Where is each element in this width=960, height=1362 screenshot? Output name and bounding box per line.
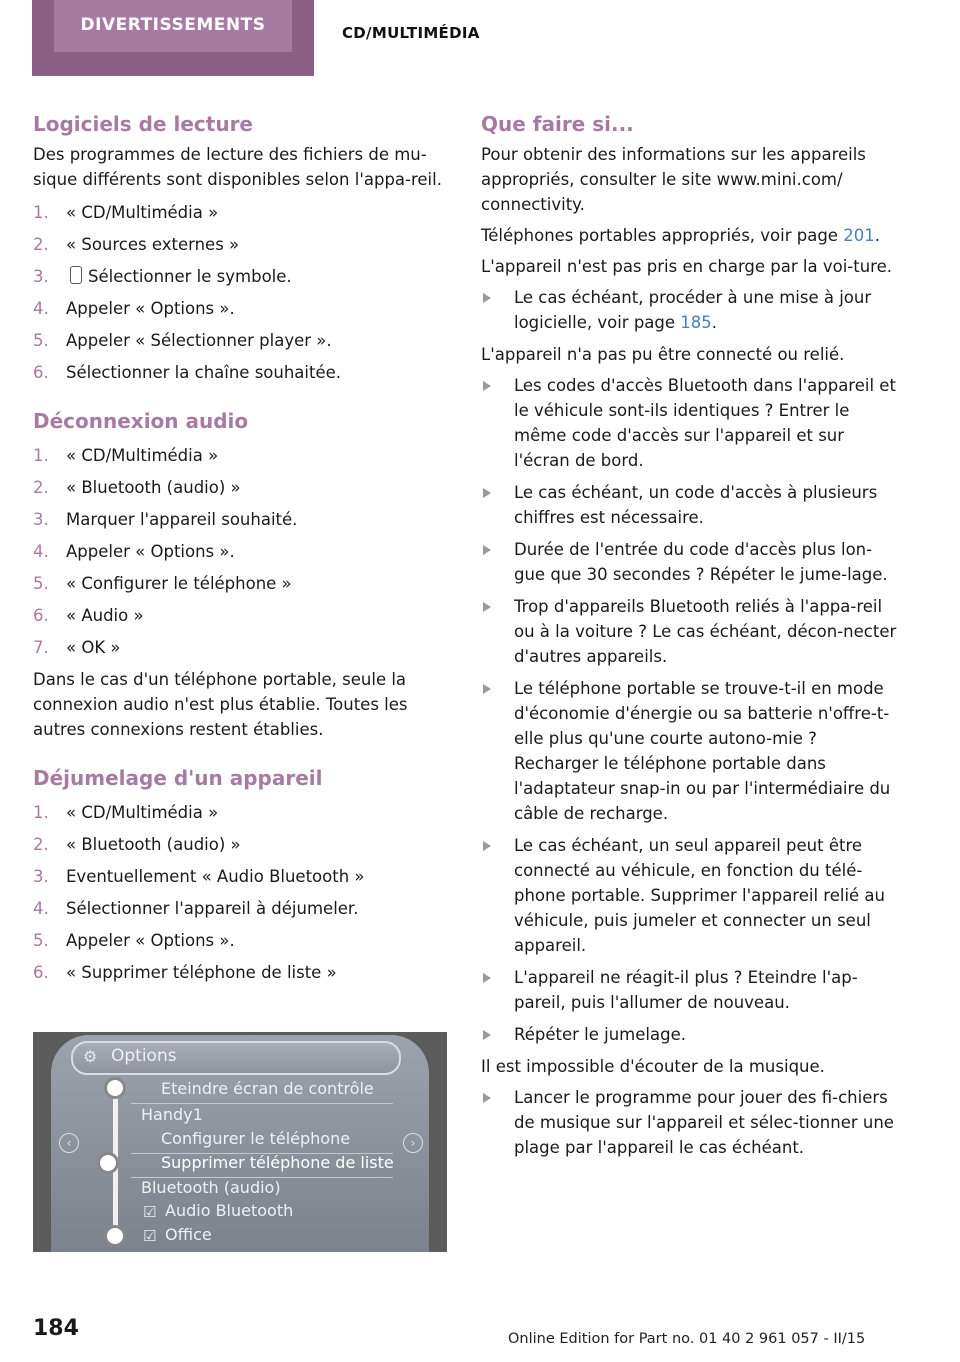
check-icon: ☑ xyxy=(143,1227,157,1245)
list-item: 6. « Supprimer téléphone de liste » xyxy=(33,963,337,982)
heading-deconnexion: Déconnexion audio xyxy=(33,409,249,433)
intro-logiciels: Des programmes de lecture des fichiers de mu-sique différents sont disponibles selon l'appa-reil. xyxy=(33,145,442,189)
triangle-bullet-icon xyxy=(483,973,491,983)
triangle-bullet-icon xyxy=(483,488,491,498)
menu-item-audio-bluetooth: Audio Bluetooth xyxy=(165,1201,294,1220)
options-header: ⚙ Options xyxy=(71,1041,401,1075)
list-item: 7. « OK » xyxy=(33,638,121,657)
steps-logiciels xyxy=(33,200,445,385)
right-column xyxy=(481,110,901,1167)
list-item: 3. Eventuellement « Audio Bluetooth » xyxy=(33,867,365,886)
display-screen xyxy=(51,1035,429,1252)
heading-dejumelage: Déjumelage d'un appareil xyxy=(33,766,323,790)
list-item: 4. Appeler « Options ». xyxy=(33,542,235,561)
triangle-bullet-icon xyxy=(483,293,491,303)
triangle-bullet-icon xyxy=(483,1030,491,1040)
triangle-bullet-icon xyxy=(483,381,491,391)
steps-deconnexion xyxy=(33,443,445,660)
para-phones: Téléphones portables appropriés, voir page 201. xyxy=(481,226,880,245)
para-info: Pour obtenir des informations sur les appareils appropriés, consulter le site www.mini.com/ connectivity. xyxy=(481,145,866,214)
triangle-bullet-icon xyxy=(483,545,491,555)
list-item: 6. « Audio » xyxy=(33,606,144,625)
edition-footer: Online Edition for Part no. 01 40 2 961 057 - II/15 xyxy=(508,1331,866,1347)
list-item: Lancer le programme pour jouer des fi-chiers de musique sur l'appareil et sélec-tionner une plage par l'appareil le cas échéant. xyxy=(481,1085,901,1160)
bullets-connection xyxy=(481,373,901,1047)
chapter-tab-label: DIVERTISSEMENTS xyxy=(54,0,292,52)
phone-icon xyxy=(70,266,82,284)
list-item: Les codes d'accès Bluetooth dans l'appareil et le véhicule sont-ils identiques ? Entrer le même code d'accès sur l'appareil et sur l'écran de bord. xyxy=(481,373,901,473)
list-item: Le téléphone portable se trouve-t-il en mode d'économie d'énergie ou sa batterie n'offre-t-elle plus qu'une courte autono-mie ? Recharger le téléphone portable dans l'adaptateur snap-in ou par l'intermédiaire du câble de recharge. xyxy=(481,676,901,826)
list-item: 6. Sélectionner la chaîne souhaitée. xyxy=(33,363,342,382)
chapter-tab xyxy=(32,0,314,76)
list-item: 1. « CD/Multimédia » xyxy=(33,203,219,222)
list-item: 2. « Sources externes » xyxy=(33,235,240,254)
heading-logiciels: Logiciels de lecture xyxy=(33,112,253,136)
list-item: 1. « CD/Multimédia » xyxy=(33,446,219,465)
list-item: 2. « Bluetooth (audio) » xyxy=(33,478,241,497)
triangle-bullet-icon xyxy=(483,684,491,694)
left-column xyxy=(33,110,445,992)
list-item: 5. Appeler « Sélectionner player ». xyxy=(33,331,332,350)
left-arrow-icon: ‹ xyxy=(59,1133,79,1153)
list-item: 3. Sélectionner le symbole. xyxy=(33,267,292,286)
display-screenshot xyxy=(33,1032,447,1252)
triangle-bullet-icon xyxy=(483,841,491,851)
page-number: 184 xyxy=(33,1316,79,1341)
list-item: 3. Marquer l'appareil souhaité. xyxy=(33,510,298,529)
para-not-connected: L'appareil n'a pas pu être connecté ou relié. xyxy=(481,345,845,364)
bullets-music xyxy=(481,1085,901,1160)
list-item: Le cas échéant, un seul appareil peut être connecté au véhicule, en fonction du télé-phone portable. Supprimer l'appareil relié au véhicule, puis jumeler et connecter un seul appareil. xyxy=(481,833,901,958)
list-item: 2. « Bluetooth (audio) » xyxy=(33,835,241,854)
list-item: 1. « CD/Multimédia » xyxy=(33,803,219,822)
list-item: L'appareil ne réagit-il plus ? Eteindre l'ap-pareil, puis l'allumer de nouveau. xyxy=(481,965,901,1015)
page-link-185[interactable]: 185 xyxy=(680,313,712,332)
para-not-supported: L'appareil n'est pas pris en charge par la voi-ture. xyxy=(481,257,893,276)
list-item: 4. Appeler « Options ». xyxy=(33,299,235,318)
triangle-bullet-icon xyxy=(483,602,491,612)
page-link-201[interactable]: 201 xyxy=(843,226,875,245)
menu-item-configurer: Configurer le téléphone xyxy=(161,1129,351,1148)
menu-item-eteindre: Eteindre écran de contrôle xyxy=(161,1079,374,1098)
options-icon: ⚙ xyxy=(83,1047,98,1066)
menu-item-office: Office xyxy=(165,1225,212,1244)
note-deconnexion: Dans le cas d'un téléphone portable, seule la connexion audio n'est plus établie. Toutes les autres connexions restent établies. xyxy=(33,670,408,739)
page-header xyxy=(0,0,960,80)
list-item: 5. Appeler « Options ». xyxy=(33,931,235,950)
heading-que-faire: Que faire si... xyxy=(481,112,634,136)
menu-item-supprimer: Supprimer téléphone de liste xyxy=(161,1153,394,1172)
list-item: Trop d'appareils Bluetooth reliés à l'appa-reil ou à la voiture ? Le cas échéant, décon-necter d'autres appareils. xyxy=(481,594,901,669)
para-no-music: Il est impossible d'écouter de la musique. xyxy=(481,1057,825,1076)
check-icon: ☑ xyxy=(143,1203,157,1221)
track-dot-bottom xyxy=(104,1225,126,1247)
track-dot-top xyxy=(104,1077,126,1099)
list-item: 4. Sélectionner l'appareil à déjumeler. xyxy=(33,899,359,918)
bullets-update xyxy=(481,285,901,335)
list-item: Le cas échéant, un code d'accès à plusieurs chiffres est nécessaire. xyxy=(481,480,901,530)
track-dot-selected xyxy=(97,1152,119,1174)
menu-item-bluetooth-audio: Bluetooth (audio) xyxy=(141,1178,281,1197)
right-arrow-icon: › xyxy=(403,1133,423,1153)
list-item: Le cas échéant, procéder à une mise à jour logicielle, voir page 185. xyxy=(481,285,901,335)
section-label: CD/MULTIMÉDIA xyxy=(342,24,480,42)
steps-dejumelage xyxy=(33,800,445,985)
triangle-bullet-icon xyxy=(483,1093,491,1103)
menu-item-handy1: Handy1 xyxy=(141,1105,203,1124)
menu-divider xyxy=(131,1103,393,1104)
list-item: Répéter le jumelage. xyxy=(481,1022,901,1047)
list-item: 5. « Configurer le téléphone » xyxy=(33,574,292,593)
list-item: Durée de l'entrée du code d'accès plus lon-gue que 30 secondes ? Répéter le jume-lage. xyxy=(481,537,901,587)
